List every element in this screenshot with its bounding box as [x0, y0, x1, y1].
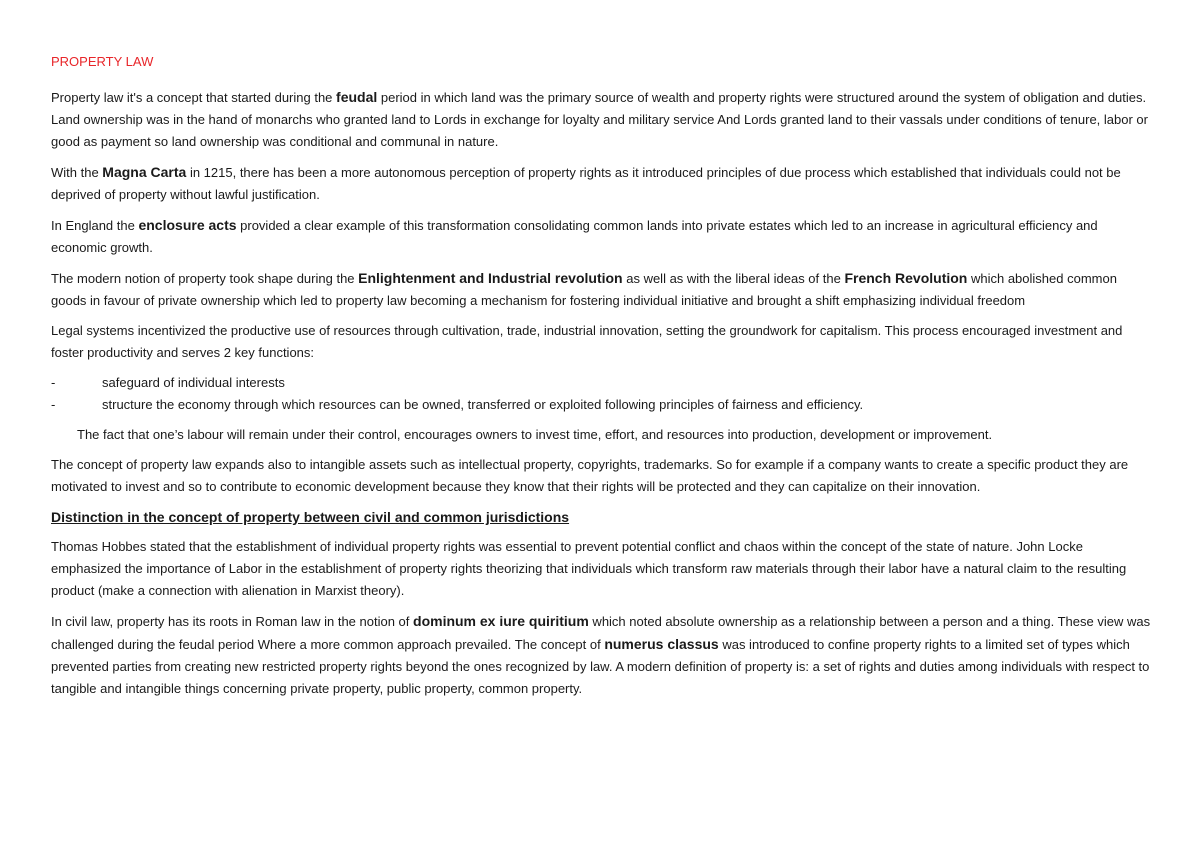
paragraph-enclosure-acts — [51, 214, 1151, 259]
bold-term-enlightenment: Enlightenment and Industrial revolution — [358, 270, 623, 286]
paragraph-text: which abolished common goods in favour of private ownership which led to property law becoming a mechanism for fostering individual initiative and brought a shift emphasizing individual freedom — [51, 271, 1117, 308]
paragraph-legal-systems: Legal systems incentivized the productive use of resources through cultivation, trade, industrial innovation, setting the groundwork for capitalism. This process encouraged investment and foster productivity and serves 2 key functions: — [51, 323, 1123, 360]
paragraph-feudal — [51, 86, 1151, 153]
paragraph-text: provided a clear example of this transformation consolidating common lands into private estates which led to an increase in agricultural efficiency and economic growth. — [51, 218, 1098, 255]
paragraph-civil-law — [51, 610, 1151, 700]
paragraph-text: The modern notion of property took shape during the — [51, 271, 359, 286]
paragraph-text: In England the — [51, 218, 139, 233]
dash-bullet: - — [51, 375, 56, 390]
paragraph-text: as well as with the liberal ideas of the — [622, 271, 845, 286]
list-item — [51, 394, 1151, 416]
bold-term-dominum: dominum ex iure quiritium — [413, 613, 589, 629]
dash-bullet: - — [51, 397, 56, 412]
paragraph-text: which noted absolute ownership as a relationship between a person and a thing. These view was challenged during the feudal period Where a more common approach prevailed. The concept of — [51, 614, 1151, 652]
list-item — [51, 372, 1151, 394]
paragraph-text: was introduced to confine property rights to a limited set of types which prevented parties from creating new restricted property rights beyond the ones recognized by law. A modern definition of property is: a set of rights and duties among individuals with respect to tangible and intangible things concerning private property, public property, common property. — [51, 637, 1150, 696]
paragraph-labour: The fact that one’s labour will remain under their control, encourages owners to invest time, effort, and resources into production, development or improvement. — [77, 427, 993, 442]
paragraph-text: in 1215, there has been a more autonomous perception of property rights as it introduced principles of due process which established that individuals could not be deprived of property without lawful justification. — [51, 165, 1121, 202]
document-title: PROPERTY LAW — [51, 54, 154, 69]
paragraph-text: period in which land was the primary source of wealth and property rights were structured around the system of obligation and duties. Land ownership was in the hand of monarchs who granted land to Lords in exchange for loyalty and military service And Lords granted land to their vassals under conditions of tenure, labor or good as payment so land ownership was conditional and communal in nature. — [51, 90, 1148, 149]
paragraph-text: Property law it's a concept that started during the — [51, 90, 337, 105]
section-heading: Distinction in the concept of property between civil and common jurisdictions — [51, 509, 570, 525]
paragraph-hobbes-locke: Thomas Hobbes stated that the establishment of individual property rights was essential to prevent potential conflict and chaos within the concept of the state of nature. John Locke emphasized the importance of Labor in the establishment of property rights theorizing that individuals which transform raw materials through their labor have a natural claim to the resulting product (make a connection with alienation in Marxist theory). — [51, 539, 1127, 598]
document-page — [51, 52, 1151, 708]
bold-term-feudal: feudal — [336, 89, 378, 105]
paragraph-text: In civil law, property has its roots in Roman law in the notion of — [51, 614, 414, 629]
bold-term-enclosure-acts: enclosure acts — [138, 217, 237, 233]
key-functions-list — [51, 372, 1151, 416]
paragraph-magna-carta — [51, 161, 1151, 206]
paragraph-modern-notion — [51, 267, 1151, 312]
list-item-text: safeguard of individual interests — [102, 375, 285, 390]
list-item-text: structure the economy through which resources can be owned, transferred or exploited following principles of fairness and efficiency. — [102, 397, 864, 412]
paragraph-text: With the — [51, 165, 103, 180]
bold-term-french-revolution: French Revolution — [844, 270, 968, 286]
bold-term-magna-carta: Magna Carta — [102, 164, 187, 180]
bold-term-numerus-classus: numerus classus — [604, 636, 719, 652]
paragraph-intangible-assets: The concept of property law expands also to intangible assets such as intellectual property, copyrights, trademarks. So for example if a company wants to create a specific product they are motivated to invest and so to contribute to economic development because they know that their rights will be protected and they can capitalize on their innovation. — [51, 457, 1129, 494]
